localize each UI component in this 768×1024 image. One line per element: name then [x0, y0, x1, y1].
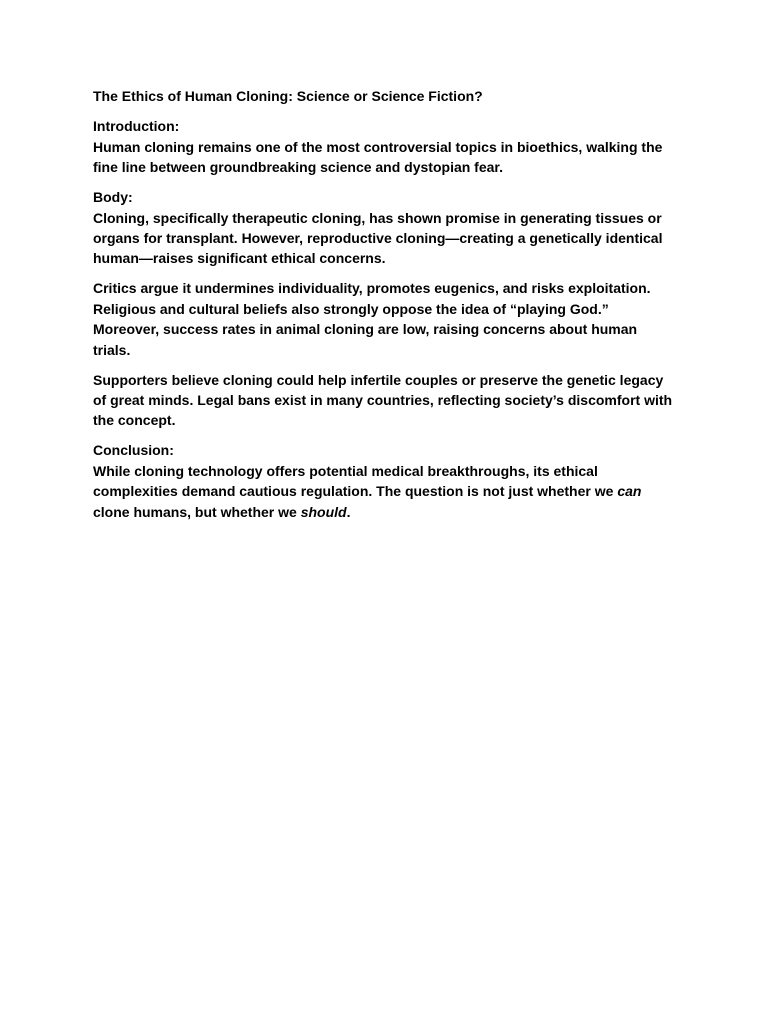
- introduction-text: Human cloning remains one of the most controversial topics in bioethics, walking the fine line between groundbreaking science and dystopian fear.: [93, 138, 663, 176]
- body-paragraph-1: Cloning, specifically therapeutic cloning, has shown promise in generating tissues or organs for transplant. However, reproductive cloning—creating a genetically identical human—raises significant ethical concerns.: [93, 209, 663, 267]
- body-section: [93, 187, 678, 269]
- introduction-heading: Introduction:: [93, 118, 180, 135]
- conclusion-text-part-2: clone humans, but whether we: [93, 503, 301, 520]
- conclusion-section: [93, 440, 678, 522]
- conclusion-text-part-3: .: [346, 503, 351, 520]
- body-paragraph-3: Supporters believe cloning could help infertile couples or preserve the genetic legacy of great minds. Legal bans exist in many countries, reflecting society’s discomfort with the concept.: [93, 371, 673, 429]
- conclusion-emphasis-should: should: [300, 503, 347, 520]
- introduction-section: [93, 116, 678, 177]
- body-heading: Body:: [93, 189, 133, 206]
- conclusion-emphasis-can: can: [617, 483, 642, 500]
- document-page: [93, 86, 678, 532]
- conclusion-heading: Conclusion:: [93, 442, 174, 459]
- document-title: The Ethics of Human Cloning: Science or Science Fiction?: [93, 88, 483, 104]
- conclusion-text-part-1: While cloning technology offers potential medical breakthroughs, its ethical complexities demand cautious regulation. The question is not just whether we: [93, 462, 618, 500]
- body-paragraph-2: Critics argue it undermines individuality, promotes eugenics, and risks exploitation. Religious and cultural beliefs also strongly oppose the idea of “playing God.” Moreover, success rates in animal cloning are low, raising concerns about human trials.: [93, 280, 651, 358]
